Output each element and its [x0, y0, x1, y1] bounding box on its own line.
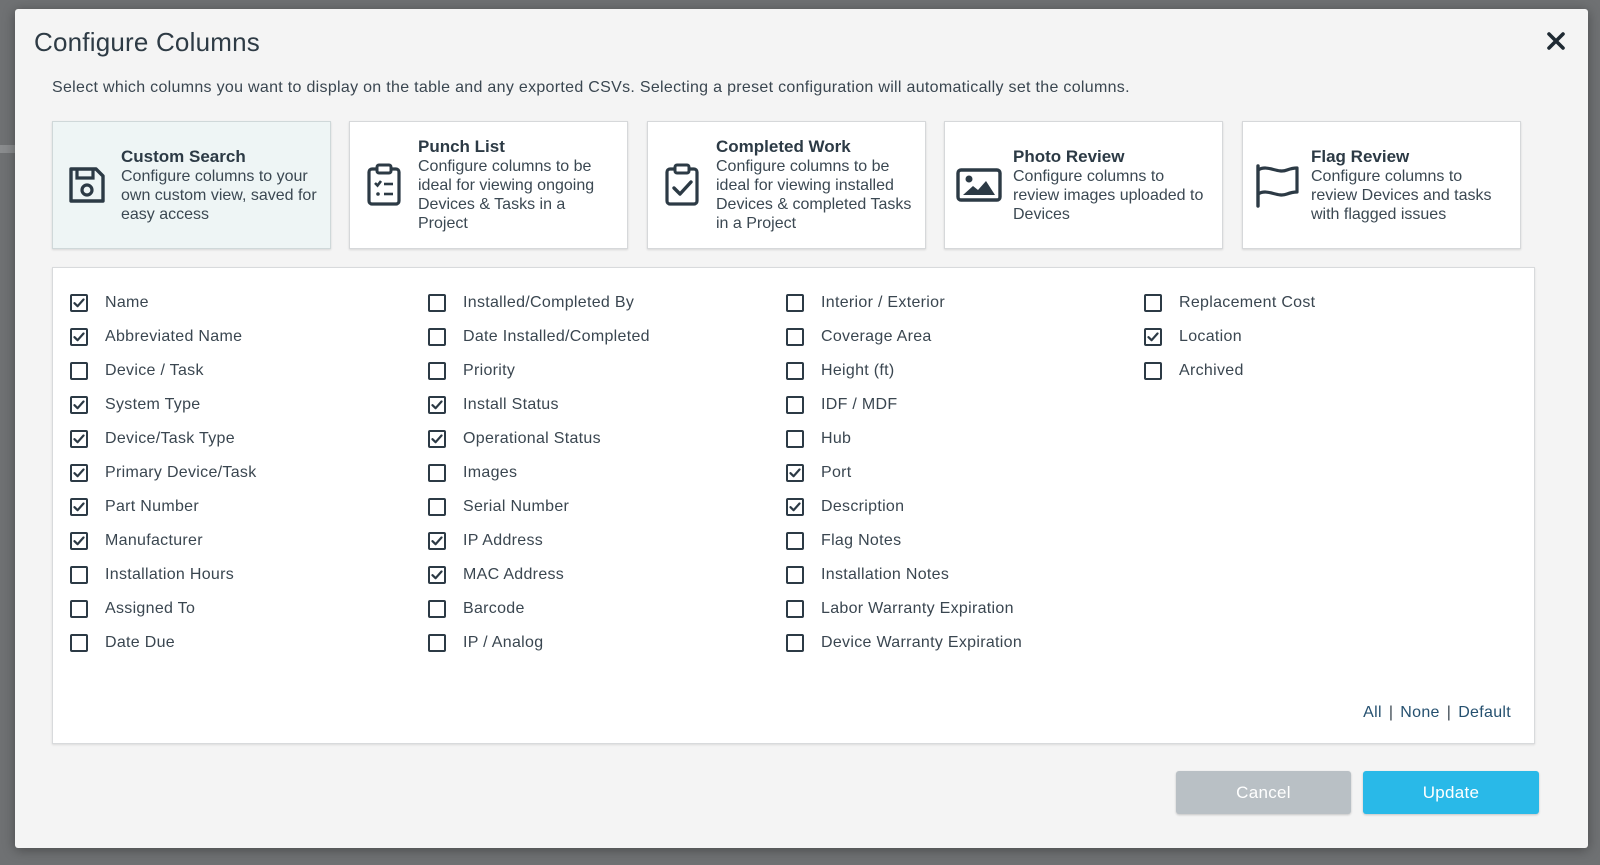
- clipboard-check-icon: [662, 162, 702, 208]
- column-option[interactable]: [70, 558, 257, 592]
- column-option-label: Abbreviated Name: [105, 328, 243, 345]
- checkmark-icon: [1147, 331, 1159, 343]
- column-option-label: Operational Status: [463, 430, 601, 447]
- column-option-label: Date Installed/Completed: [463, 328, 650, 345]
- cancel-button[interactable]: Cancel: [1176, 771, 1351, 814]
- checkbox[interactable]: [70, 532, 88, 550]
- column-option[interactable]: [428, 626, 650, 660]
- preset-photo-review[interactable]: [944, 121, 1223, 249]
- checkmark-icon: [431, 399, 443, 411]
- preset-description: Configure columns to review images uploaded to Devices: [1013, 167, 1204, 223]
- column-option-label: Device / Task: [105, 362, 204, 379]
- column-option[interactable]: [70, 422, 257, 456]
- column-option-label: Device Warranty Expiration: [821, 634, 1023, 651]
- floppy-disk-icon: [66, 164, 108, 206]
- checkmark-icon: [73, 399, 85, 411]
- select-default-link[interactable]: Default: [1458, 704, 1511, 721]
- column-option[interactable]: [70, 286, 257, 320]
- column-option[interactable]: [70, 592, 257, 626]
- column-option-label: IP Address: [463, 532, 544, 549]
- checkbox[interactable]: [428, 396, 446, 414]
- column-option[interactable]: [428, 388, 650, 422]
- column-option[interactable]: [428, 524, 650, 558]
- column-group-3: [786, 286, 1022, 660]
- link-separator: |: [1446, 704, 1452, 721]
- checkbox[interactable]: [786, 532, 804, 550]
- link-separator: |: [1388, 704, 1394, 721]
- column-option-label: Coverage Area: [821, 328, 932, 345]
- column-option-label: Installation Notes: [821, 566, 950, 583]
- column-option[interactable]: [428, 490, 650, 524]
- checkbox[interactable]: [70, 362, 88, 380]
- column-option-label: Location: [1179, 328, 1242, 345]
- checkmark-icon: [73, 331, 85, 343]
- column-option[interactable]: [428, 286, 650, 320]
- column-group-2: [428, 286, 650, 660]
- checkbox[interactable]: [1144, 362, 1162, 380]
- checkmark-icon: [431, 433, 443, 445]
- checkbox[interactable]: [70, 294, 88, 312]
- column-option[interactable]: [428, 592, 650, 626]
- select-none-link[interactable]: None: [1400, 704, 1440, 721]
- column-option-label: Height (ft): [821, 362, 895, 379]
- column-option[interactable]: [786, 354, 1022, 388]
- checkbox[interactable]: [70, 634, 88, 652]
- column-option-label: IP / Analog: [463, 634, 544, 651]
- checkbox[interactable]: [786, 634, 804, 652]
- checkbox[interactable]: [786, 498, 804, 516]
- column-option-label: Hub: [821, 430, 852, 447]
- checkmark-icon: [431, 535, 443, 547]
- checkbox[interactable]: [428, 362, 446, 380]
- update-button[interactable]: Update: [1363, 771, 1539, 814]
- preset-title: Punch List: [418, 137, 505, 156]
- preset-description: Configure columns to your own custom view, saved for easy access: [121, 167, 317, 223]
- column-option-label: Assigned To: [105, 600, 196, 617]
- column-option-label: Device/Task Type: [105, 430, 235, 447]
- column-option[interactable]: [786, 456, 1022, 490]
- close-button[interactable]: [1544, 29, 1568, 53]
- checkbox[interactable]: [70, 396, 88, 414]
- column-option-label: Serial Number: [463, 498, 570, 515]
- column-option-label: Part Number: [105, 498, 199, 515]
- column-option[interactable]: [70, 490, 257, 524]
- column-option[interactable]: [1144, 320, 1315, 354]
- quick-select-links: [1363, 704, 1511, 722]
- checkbox[interactable]: [428, 566, 446, 584]
- checkbox[interactable]: [428, 634, 446, 652]
- checkmark-icon: [73, 467, 85, 479]
- column-option[interactable]: [786, 558, 1022, 592]
- column-option-label: Interior / Exterior: [821, 294, 945, 311]
- column-option-label: Port: [821, 464, 852, 481]
- checkbox[interactable]: [428, 532, 446, 550]
- preset-title: Completed Work: [716, 137, 851, 156]
- column-option-label: Images: [463, 464, 518, 481]
- column-option-label: IDF / MDF: [821, 396, 898, 413]
- column-option-label: Install Status: [463, 396, 559, 413]
- preset-custom-search[interactable]: [52, 121, 331, 249]
- preset-list: [52, 121, 1535, 249]
- column-option-label: Flag Notes: [821, 532, 902, 549]
- preset-description: Configure columns to review Devices and tasks with flagged issues: [1311, 167, 1492, 223]
- checkbox[interactable]: [70, 498, 88, 516]
- column-option[interactable]: [1144, 286, 1315, 320]
- column-option[interactable]: [786, 320, 1022, 354]
- checkmark-icon: [431, 569, 443, 581]
- column-option[interactable]: [428, 456, 650, 490]
- close-icon: [1547, 32, 1565, 50]
- column-option[interactable]: [428, 558, 650, 592]
- column-checklist: [52, 267, 1535, 744]
- checkbox[interactable]: [428, 464, 446, 482]
- image-icon: [955, 166, 1003, 204]
- column-option[interactable]: [70, 388, 257, 422]
- checkmark-icon: [73, 433, 85, 445]
- select-all-link[interactable]: All: [1363, 704, 1382, 721]
- column-option[interactable]: [786, 422, 1022, 456]
- column-option[interactable]: [70, 354, 257, 388]
- checkbox[interactable]: [70, 600, 88, 618]
- checkbox[interactable]: [1144, 294, 1162, 312]
- configure-columns-modal: [15, 9, 1588, 848]
- checkbox[interactable]: [428, 294, 446, 312]
- modal-description: Select which columns you want to display on the table and any exported CSVs. Selecting a preset configuration will automatically set the columns.: [52, 79, 1130, 96]
- checkbox[interactable]: [786, 464, 804, 482]
- preset-title: Flag Review: [1311, 146, 1410, 166]
- column-option[interactable]: [786, 286, 1022, 320]
- checkbox[interactable]: [786, 328, 804, 346]
- column-option-label: Replacement Cost: [1179, 294, 1316, 311]
- checkbox[interactable]: [786, 396, 804, 414]
- checkbox[interactable]: [428, 498, 446, 516]
- preset-description: Configure columns to be ideal for viewing installed Devices & completed Tasks in a Project: [716, 158, 912, 232]
- column-option[interactable]: [70, 320, 257, 354]
- checkmark-icon: [73, 501, 85, 513]
- column-option-label: Manufacturer: [105, 532, 203, 549]
- preset-flag-review[interactable]: [1242, 121, 1521, 249]
- checkbox[interactable]: [428, 328, 446, 346]
- column-option-label: Installation Hours: [105, 566, 235, 583]
- checkbox[interactable]: [1144, 328, 1162, 346]
- column-option[interactable]: [786, 490, 1022, 524]
- column-group-4: [1144, 286, 1315, 388]
- checkmark-icon: [73, 297, 85, 309]
- checkmark-icon: [73, 535, 85, 547]
- modal-title: Configure Columns: [34, 27, 260, 57]
- column-option-label: Archived: [1179, 362, 1244, 379]
- column-option[interactable]: [786, 592, 1022, 626]
- column-option-label: Priority: [463, 362, 516, 379]
- checkbox[interactable]: [428, 600, 446, 618]
- column-option[interactable]: [786, 524, 1022, 558]
- column-option-label: Primary Device/Task: [105, 464, 257, 481]
- column-option-label: MAC Address: [463, 566, 565, 583]
- column-option-label: Description: [821, 498, 905, 515]
- column-option-label: Installed/Completed By: [463, 294, 635, 311]
- clipboard-list-icon: [364, 162, 404, 208]
- column-option[interactable]: [70, 626, 257, 660]
- column-option-label: Name: [105, 294, 149, 311]
- flag-icon: [1253, 162, 1301, 208]
- checkbox[interactable]: [70, 430, 88, 448]
- preset-description: Configure columns to be ideal for viewing ongoing Devices & Tasks in a Project: [418, 158, 595, 232]
- column-option[interactable]: [428, 354, 650, 388]
- checkbox[interactable]: [428, 430, 446, 448]
- preset-punch-list[interactable]: [349, 121, 628, 249]
- checkbox[interactable]: [786, 294, 804, 312]
- column-option-label: Labor Warranty Expiration: [821, 600, 1014, 617]
- preset-title: Custom Search: [121, 146, 246, 166]
- checkbox[interactable]: [786, 566, 804, 584]
- checkmark-icon: [789, 467, 801, 479]
- checkbox[interactable]: [786, 430, 804, 448]
- column-option[interactable]: [70, 456, 257, 490]
- checkbox[interactable]: [70, 566, 88, 584]
- column-option-label: Barcode: [463, 600, 525, 617]
- column-option[interactable]: [428, 422, 650, 456]
- preset-title: Photo Review: [1013, 146, 1125, 166]
- checkmark-icon: [789, 501, 801, 513]
- column-option[interactable]: [786, 388, 1022, 422]
- checkbox[interactable]: [70, 464, 88, 482]
- preset-completed-work[interactable]: [647, 121, 926, 249]
- column-option[interactable]: [786, 626, 1022, 660]
- column-option[interactable]: [70, 524, 257, 558]
- checkbox[interactable]: [786, 362, 804, 380]
- checkbox[interactable]: [786, 600, 804, 618]
- column-option-label: System Type: [105, 396, 201, 413]
- column-group-1: [70, 286, 257, 660]
- column-option[interactable]: [1144, 354, 1315, 388]
- column-option[interactable]: [428, 320, 650, 354]
- checkbox[interactable]: [70, 328, 88, 346]
- column-option-label: Date Due: [105, 634, 175, 651]
